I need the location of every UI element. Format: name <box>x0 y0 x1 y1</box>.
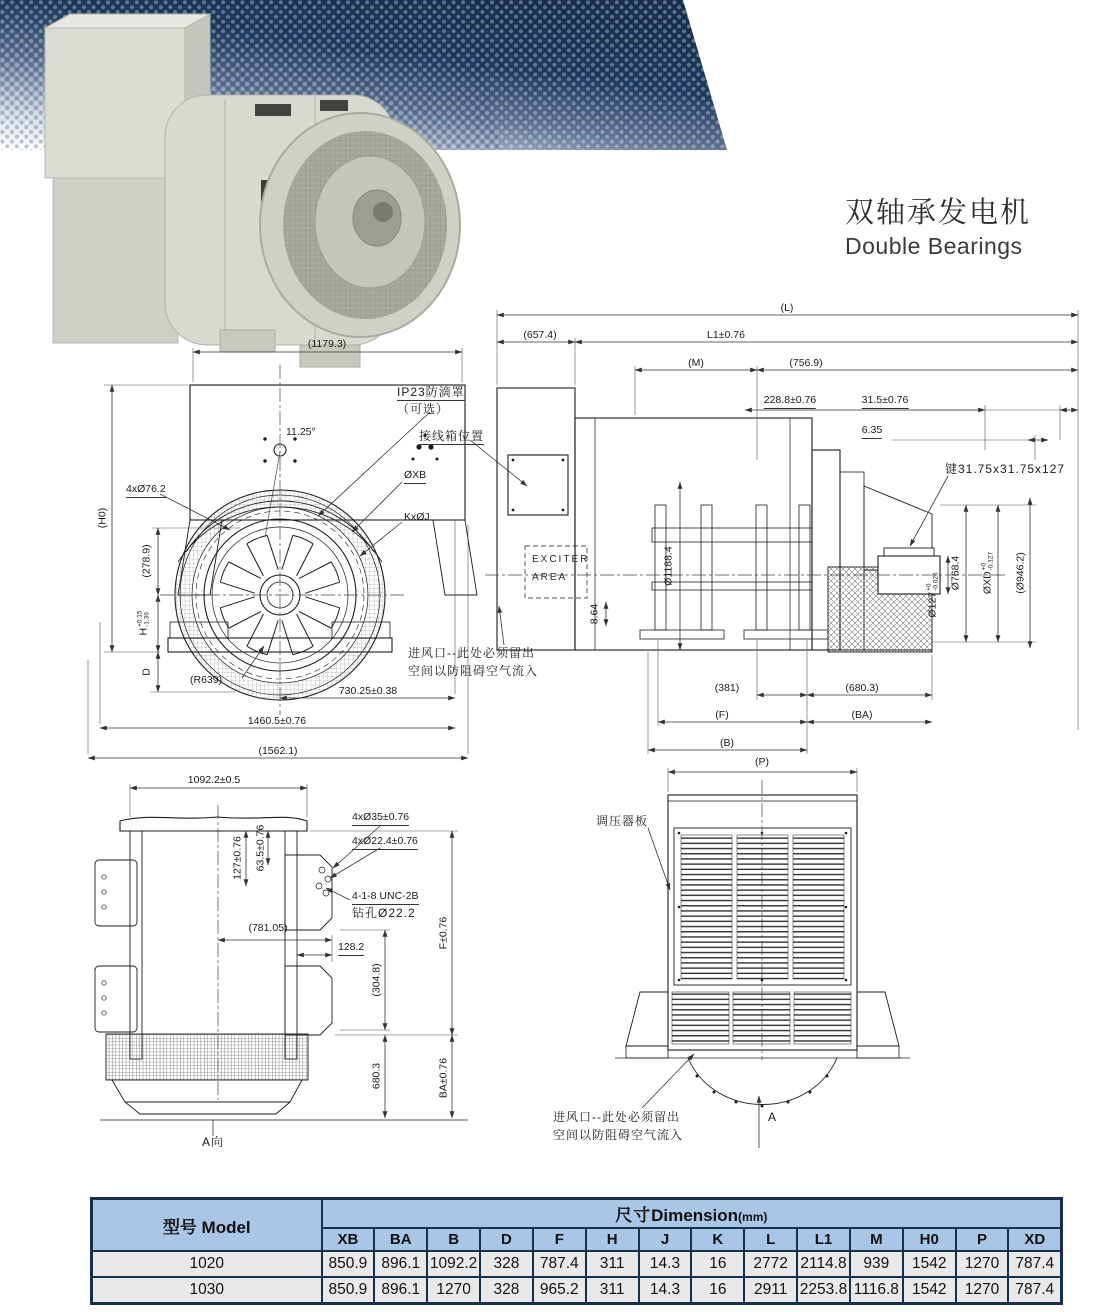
dimension-table <box>90 1197 1063 1305</box>
col-header-l1: L1 <box>797 1228 850 1251</box>
value-cell: 787.4 <box>533 1251 586 1277</box>
dim-946-label: (Ø946.2) <box>1014 552 1027 594</box>
value-cell: 1270 <box>956 1251 1009 1277</box>
dim-holes22-label: 4xØ22.4±0.76 <box>352 835 418 850</box>
dim-L-label: (L) <box>780 302 794 314</box>
value-cell: 896.1 <box>374 1277 427 1304</box>
col-header-m: M <box>850 1228 903 1251</box>
dim-xb-label: ØXB <box>404 469 426 484</box>
dimension-header-unit: (mm) <box>738 1210 768 1224</box>
dim-holes35-label: 4xØ35±0.76 <box>352 811 409 826</box>
title-block <box>845 190 1031 260</box>
value-cell: 939 <box>850 1251 903 1277</box>
dim-680-label: (680.3) <box>845 682 879 694</box>
model-cell: 1030 <box>92 1277 322 1304</box>
col-header-d: D <box>480 1228 533 1251</box>
dim-1460-label: 1460.5±0.76 <box>247 715 307 727</box>
dim-B-label: (B) <box>720 737 734 749</box>
dim-128-label: 128.2 <box>338 941 364 956</box>
bottom-view-drawing <box>95 805 468 1136</box>
technical-drawing-canvas <box>0 290 1095 1195</box>
value-cell: 1270 <box>956 1277 1009 1304</box>
dim-bBA-label: BA±0.76 <box>437 1057 450 1099</box>
dim-r639-label: (R639) <box>190 674 223 686</box>
dim-kxj-label: KxØJ <box>404 511 430 523</box>
value-cell: 16 <box>691 1251 744 1277</box>
value-cell: 14.3 <box>639 1277 692 1304</box>
dim-304-label: (304.8) <box>370 963 383 997</box>
value-cell: 1542 <box>903 1251 956 1277</box>
col-header-h: H <box>586 1228 639 1251</box>
value-cell: 2911 <box>744 1277 797 1304</box>
front-view-drawing <box>160 365 477 715</box>
value-cell: 16 <box>691 1277 744 1304</box>
dim-127-tolerance-label: Ø127 +0 -0.026 <box>925 572 939 618</box>
note-unc-line2: 钻孔Ø22.2 <box>352 906 416 920</box>
value-cell: 2114.8 <box>797 1251 850 1277</box>
note-ip23-line1: IP23防滴罩 <box>397 385 465 401</box>
dim-768-label: Ø768.4 <box>949 555 962 591</box>
dim-b63-label: 63.5±0.76 <box>254 824 267 872</box>
value-cell: 1116.8 <box>850 1277 903 1304</box>
value-cell: 787.4 <box>1008 1277 1061 1304</box>
dim-1562-label: (1562.1) <box>258 745 298 757</box>
dim-1092-label: 1092.2±0.5 <box>187 774 241 786</box>
dim-h-tolerance-label: H +0.15 -1.36 <box>136 610 150 636</box>
value-cell: 14.3 <box>639 1251 692 1277</box>
note-terminal-box: 接线箱位置 <box>419 429 484 445</box>
dim-781-label: (781.05) <box>248 922 288 934</box>
col-header-l: L <box>744 1228 797 1251</box>
col-header-p: P <box>956 1228 1009 1251</box>
value-cell: 328 <box>480 1277 533 1304</box>
dim-bF-label: F±0.76 <box>437 916 450 950</box>
col-header-ba: BA <box>374 1228 427 1251</box>
regulator-plate-label: 调压器板 <box>596 814 649 828</box>
page-title-en: Double Bearings <box>845 233 1023 259</box>
dim-d-label: D <box>140 668 153 676</box>
value-cell: 2253.8 <box>797 1277 850 1304</box>
note-ip23-line2: （可选） <box>397 402 450 416</box>
value-cell: 328 <box>480 1251 533 1277</box>
value-cell: 311 <box>586 1251 639 1277</box>
value-cell: 850.9 <box>322 1251 375 1277</box>
dim-657-label: (657.4) <box>523 329 557 341</box>
table-model-header: 型号 Model <box>92 1199 322 1252</box>
table-row <box>92 1277 1062 1304</box>
value-cell: 1092.2 <box>427 1251 480 1277</box>
dim-front-width-label: (1179.3) <box>307 338 347 350</box>
dim-278-label: (278.9) <box>140 544 153 578</box>
dim-b127-label: 127±0.76 <box>231 836 244 880</box>
table-dimension-header <box>322 1199 1062 1229</box>
rear-view-drawing <box>615 780 910 1108</box>
value-cell: 965.2 <box>533 1277 586 1304</box>
dim-1188-label: Ø1188.4 <box>662 546 675 586</box>
dimension-header-en: Dimension <box>651 1206 739 1225</box>
col-header-b: B <box>427 1228 480 1251</box>
value-cell: 896.1 <box>374 1251 427 1277</box>
dim-P-label: (P) <box>755 756 769 768</box>
col-header-h0: H0 <box>903 1228 956 1251</box>
dim-635-label: 6.35 <box>862 424 882 439</box>
value-cell: 311 <box>586 1277 639 1304</box>
dim-h0-label: (H0) <box>96 507 109 529</box>
value-cell: 2772 <box>744 1251 797 1277</box>
page-title-zh: 双轴承发电机 <box>845 197 1032 229</box>
dim-front-angle-label: 11.25° <box>286 426 316 438</box>
dim-b680-label: 680.3 <box>370 1062 383 1090</box>
side-air-note-line1: 进风口--此处必须留出 <box>408 646 535 660</box>
a-direction-label: A <box>768 1110 777 1124</box>
col-header-f: F <box>533 1228 586 1251</box>
value-cell: 1270 <box>427 1277 480 1304</box>
side-air-note-line2: 空间以防阻碍空气流入 <box>408 664 539 678</box>
col-header-k: K <box>691 1228 744 1251</box>
dim-756-label: (756.9) <box>789 357 823 369</box>
model-cell: 1020 <box>92 1251 322 1277</box>
dim-864-label: 8.64 <box>588 603 601 625</box>
side-view-drawing <box>485 388 1008 652</box>
dimension-header-zh: 尺寸 <box>615 1206 652 1225</box>
col-header-xd: XD <box>1008 1228 1061 1251</box>
value-cell: 1542 <box>903 1277 956 1304</box>
dim-xd-tolerance-label: ØXD +0 -0.127 <box>980 551 994 595</box>
note-unc-line1: 4-1-8 UNC-2B <box>352 890 419 905</box>
exciter-area-line2: AREA <box>532 572 568 583</box>
col-header-xb: XB <box>322 1228 375 1251</box>
dim-L1-label: L1±0.76 <box>707 329 745 341</box>
dim-key-label: 键31.75x31.75x127 <box>945 462 1066 476</box>
dim-730-label: 730.25±0.38 <box>338 685 398 697</box>
dim-BA-label: (BA) <box>851 709 873 721</box>
dim-F-label: (F) <box>715 709 729 721</box>
exciter-area-line1: EXCITER <box>532 554 590 565</box>
side-view-dimensions <box>497 310 1078 754</box>
a-view-label: A向 <box>202 1135 225 1149</box>
dim-228-label: 228.8±0.76 <box>764 394 816 409</box>
dim-M-label: (M) <box>688 357 704 369</box>
dim-31-label: 31.5±0.76 <box>862 394 909 409</box>
table-row <box>92 1251 1062 1277</box>
dim-381-label: (381) <box>714 682 740 694</box>
col-header-j: J <box>639 1228 692 1251</box>
rear-air-note-line1: 进风口--此处必须留出 <box>553 1110 680 1124</box>
value-cell: 850.9 <box>322 1277 375 1304</box>
dim-front-holes-label: 4xØ76.2 <box>126 483 166 498</box>
rear-air-note-line2: 空间以防阻碍空气流入 <box>553 1128 684 1142</box>
value-cell: 787.4 <box>1008 1251 1061 1277</box>
